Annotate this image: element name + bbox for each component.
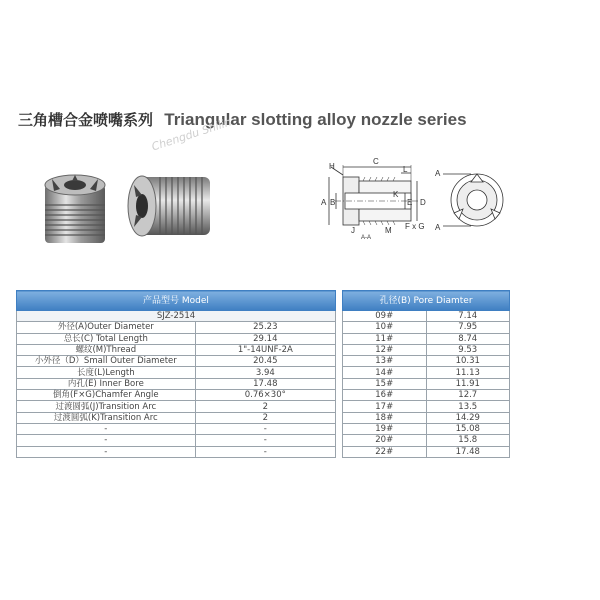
spec-label: - (17, 446, 196, 457)
spec-row (17, 356, 336, 367)
spec-value: - (195, 446, 335, 457)
end-view-label-A-bottom: A (435, 223, 441, 232)
pore-size: 19# (343, 423, 427, 434)
spec-row (17, 435, 336, 446)
spec-label: - (17, 423, 196, 434)
spec-row (17, 367, 336, 378)
dim-B: B (330, 198, 336, 207)
pore-diameter-value: 13.5 (426, 401, 510, 412)
spec-row (17, 333, 336, 344)
spec-value: - (195, 435, 335, 446)
pore-size: 13# (343, 356, 427, 367)
pore-diameter-value: 11.91 (426, 378, 510, 389)
spec-label: - (17, 435, 196, 446)
pore-size: 09# (343, 311, 427, 322)
pore-row (343, 344, 510, 355)
section-AA: A-A (361, 235, 372, 241)
pore-size: 16# (343, 390, 427, 401)
spec-row (17, 344, 336, 355)
pore-diameter-value: 15.08 (426, 423, 510, 434)
dim-K: K (393, 190, 399, 199)
pore-row (343, 401, 510, 412)
pore-table-header: 孔径(B) Pore Diamter (343, 291, 510, 311)
spec-value: 0.76×30° (195, 390, 335, 401)
pore-row (343, 435, 510, 446)
spec-label: 过渡圆弧(J)Transition Arc (17, 401, 196, 412)
title-chinese: 三角槽合金喷嘴系列 (18, 111, 154, 129)
pore-row (343, 412, 510, 423)
pore-size: 10# (343, 322, 427, 333)
pore-diameter-value: 7.95 (426, 322, 510, 333)
dim-E: E (407, 198, 413, 207)
pore-diameter-table (342, 290, 510, 458)
pore-row (343, 322, 510, 333)
pore-diameter-value: 14.29 (426, 412, 510, 423)
dim-FxG: F x G (405, 222, 425, 231)
dim-L: L (403, 165, 408, 174)
spec-value: - (195, 423, 335, 434)
pore-size: 14# (343, 367, 427, 378)
spec-value: 1"-14UNF-2A (195, 344, 335, 355)
pore-row (343, 390, 510, 401)
pore-size: 17# (343, 401, 427, 412)
pore-size: 12# (343, 344, 427, 355)
pore-size: 11# (343, 333, 427, 344)
dim-M: M (385, 226, 392, 235)
end-view-drawing (435, 160, 510, 240)
nozzle-lying (128, 176, 210, 236)
spec-row (17, 412, 336, 423)
spec-label: 内孔(E) Inner Bore (17, 378, 196, 389)
pore-diameter-value: 15.8 (426, 435, 510, 446)
pore-diameter-value: 12.7 (426, 390, 510, 401)
pore-row (343, 378, 510, 389)
spec-row (17, 423, 336, 434)
dim-D: D (420, 198, 426, 207)
pore-row (343, 356, 510, 367)
spec-value: 2 (195, 412, 335, 423)
spec-label: 过渡圆弧(K)Transition Arc (17, 412, 196, 423)
pore-row (343, 423, 510, 434)
pore-diameter-value: 11.13 (426, 367, 510, 378)
spec-value: 29.14 (195, 333, 335, 344)
nozzle-standing (45, 175, 105, 243)
dim-H: H (329, 162, 335, 171)
spec-label: 小外径（D）Small Outer Diameter (17, 356, 196, 367)
spec-value: 20.45 (195, 356, 335, 367)
model-number: SJZ-2514 (17, 311, 336, 322)
spec-label: 倒角(F×G)Chamfer Angle (17, 390, 196, 401)
pore-size: 18# (343, 412, 427, 423)
pore-diameter-value: 10.31 (426, 356, 510, 367)
nozzle-product-photo (30, 155, 220, 255)
pore-diameter-value: 17.48 (426, 446, 510, 457)
watermark: Chengdu Shilin (150, 115, 233, 154)
spec-row (17, 401, 336, 412)
pore-row (343, 333, 510, 344)
spec-row (17, 446, 336, 457)
spec-value: 25.23 (195, 322, 335, 333)
spec-row (17, 322, 336, 333)
pore-size: 22# (343, 446, 427, 457)
spec-label: 总长(C) Total Length (17, 333, 196, 344)
end-view-label-A-top: A (435, 169, 441, 178)
pore-diameter-value: 7.14 (426, 311, 510, 322)
spec-value: 17.48 (195, 378, 335, 389)
pore-row (343, 446, 510, 457)
pore-row (343, 311, 510, 322)
spec-row (17, 390, 336, 401)
pore-size: 20# (343, 435, 427, 446)
spec-label: 螺纹(M)Thread (17, 344, 196, 355)
pore-diameter-value: 8.74 (426, 333, 510, 344)
spec-value: 3.94 (195, 367, 335, 378)
title-english: Triangular slotting alloy nozzle series (164, 110, 467, 129)
pore-row (343, 367, 510, 378)
spec-table-header: 产品型号 Model (17, 291, 336, 311)
spec-label: 外径(A)Outer Diameter (17, 322, 196, 333)
dim-C: C (373, 157, 379, 166)
spec-value: 2 (195, 401, 335, 412)
spec-table (16, 290, 336, 458)
dim-A: A (321, 198, 327, 207)
pore-size: 15# (343, 378, 427, 389)
page-title (18, 109, 467, 130)
dim-J: J (351, 226, 355, 235)
spec-label: 长度(L)Length (17, 367, 196, 378)
pore-diameter-value: 9.53 (426, 344, 510, 355)
spec-row (17, 378, 336, 389)
